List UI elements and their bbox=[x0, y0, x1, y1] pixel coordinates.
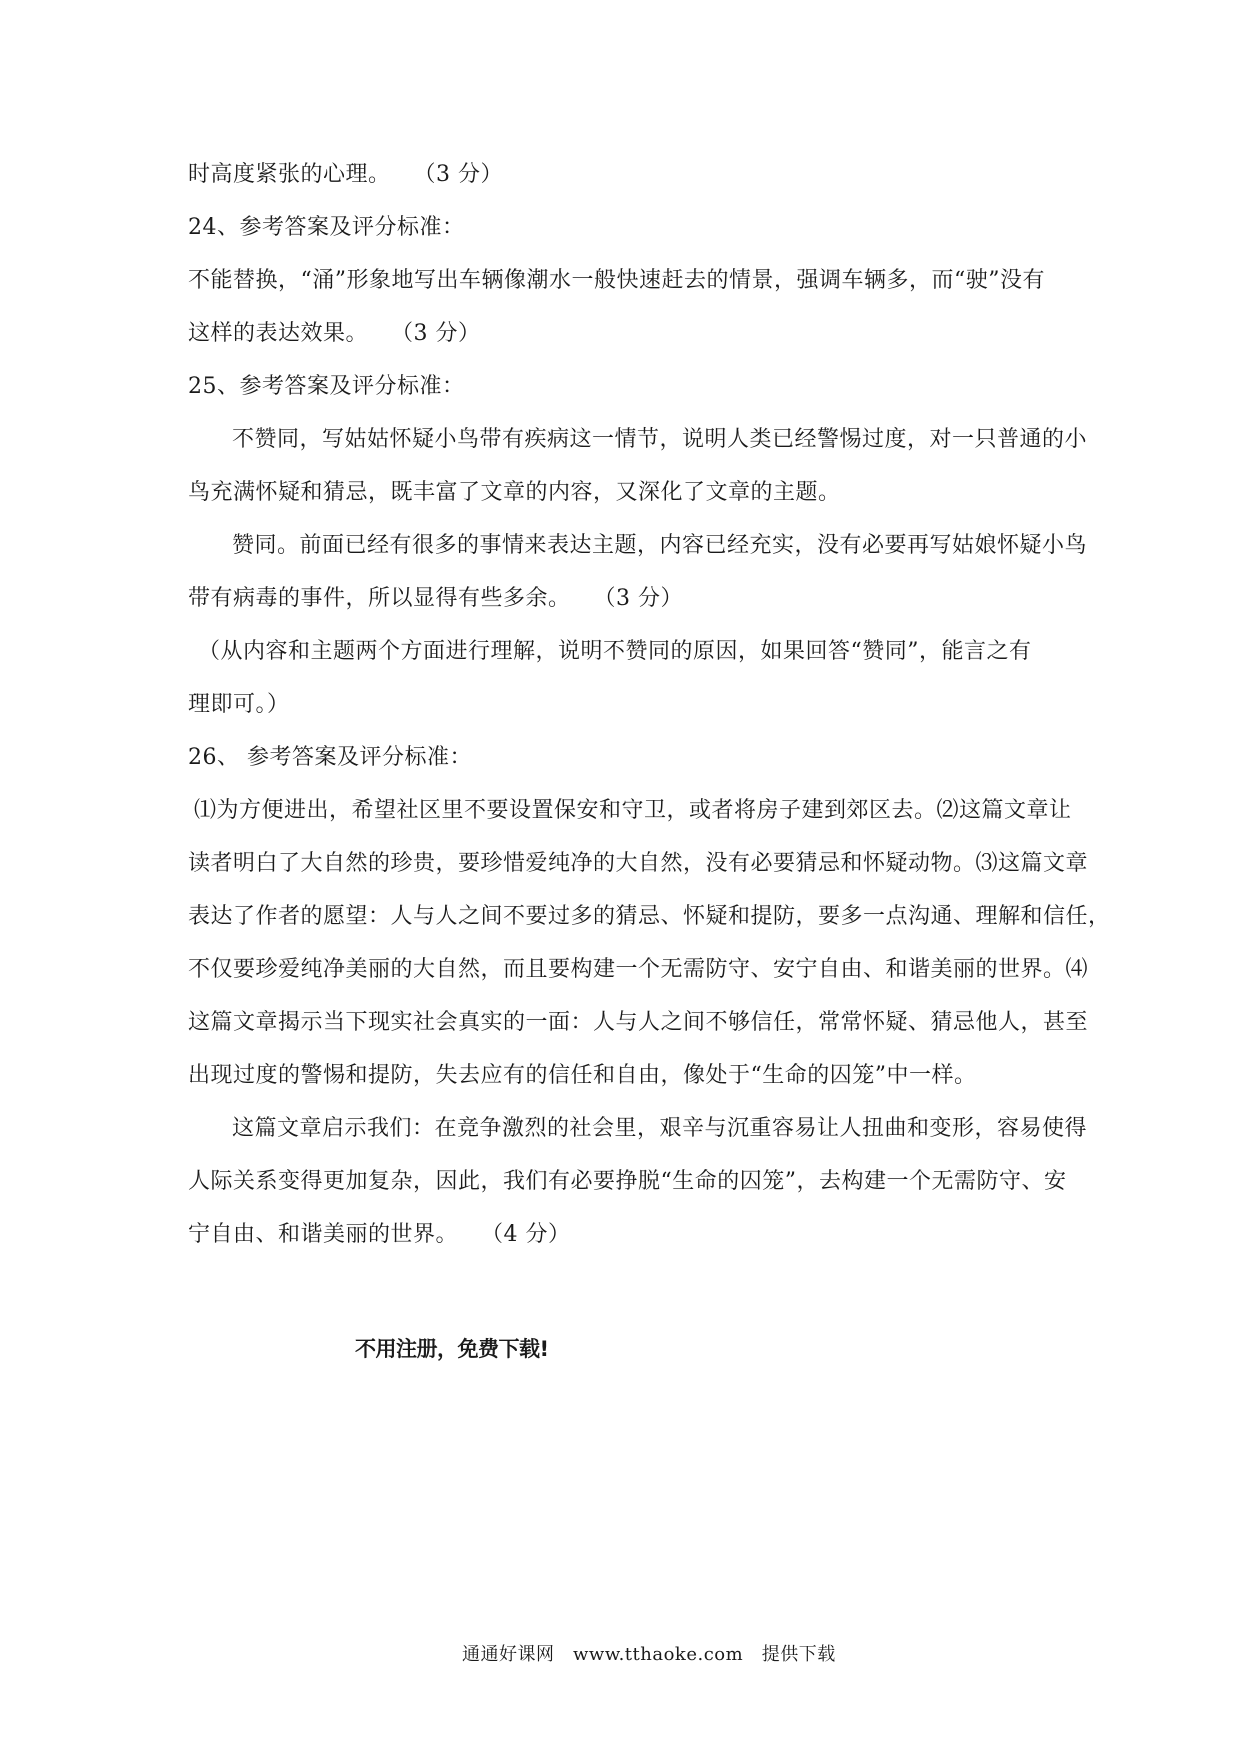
answer-26-text-9: 宁自由、和谐美丽的世界。 （4 分） bbox=[188, 1222, 571, 1247]
answer-25-agree-1: 赞同。前面已经有很多的事情来表达主题，内容已经充实，没有必要再写姑娘怀疑小鸟 bbox=[232, 533, 1088, 558]
page-footer: 通通好课网 www.tthaoke.com 提供下载 bbox=[462, 1644, 836, 1665]
answer-25-note-1: （从内容和主题两个方面进行理解，说明不赞同的原因，如果回答“赞同”，能言之有 bbox=[198, 639, 1032, 664]
answer-26-text-4: 不仅要珍爱纯净美丽的大自然，而且要构建一个无需防守、安宁自由、和谐美丽的世界。⑷ bbox=[188, 957, 1089, 982]
answer-26-text-7: 这篇文章启示我们：在竞争激烈的社会里，艰辛与沉重容易让人扭曲和变形，容易使得 bbox=[232, 1116, 1088, 1141]
answer-25-agree-2: 带有病毒的事件，所以显得有些多余。 （3 分） bbox=[188, 586, 683, 611]
answer-23-tail: 时高度紧张的心理。 （3 分） bbox=[188, 162, 503, 187]
answer-26-text-3: 表达了作者的愿望：人与人之间不要过多的猜忌、怀疑和提防，要多一点沟通、理解和信任， bbox=[188, 904, 1111, 929]
answer-26-heading: 26、 参考答案及评分标准： bbox=[188, 745, 472, 770]
answer-24-heading: 24、参考答案及评分标准： bbox=[188, 215, 465, 240]
answer-24-text-1: 不能替换，“涌”形象地写出车辆像潮水一般快速赶去的情景，强调车辆多，而“驶”没有 bbox=[188, 268, 1045, 293]
answer-26-text-5: 这篇文章揭示当下现实社会真实的一面：人与人之间不够信任，常常怀疑、猜忌他人，甚至 bbox=[188, 1010, 1089, 1035]
answer-26-text-2: 读者明白了大自然的珍贵，要珍惜爱纯净的大自然，没有必要猜忌和怀疑动物。⑶这篇文章 bbox=[188, 851, 1089, 876]
answer-25-heading: 25、参考答案及评分标准： bbox=[188, 374, 465, 399]
free-download-notice: 不用注册，免费下载! bbox=[355, 1337, 549, 1361]
answer-25-note-2: 理即可。） bbox=[188, 692, 290, 717]
answer-26-text-8: 人际关系变得更加复杂，因此，我们有必要挣脱“生命的囚笼”，去构建一个无需防守、安 bbox=[188, 1169, 1067, 1194]
answer-25-disagree-1: 不赞同，写姑姑怀疑小鸟带有疾病这一情节，说明人类已经警惕过度，对一只普通的小 bbox=[232, 427, 1088, 452]
answer-24-text-2: 这样的表达效果。 （3 分） bbox=[188, 321, 481, 346]
answer-26-text-6: 出现过度的警惕和提防，失去应有的信任和自由，像处于“生命的囚笼”中一样。 bbox=[188, 1063, 977, 1088]
answer-25-disagree-2: 鸟充满怀疑和猜忌，既丰富了文章的内容，又深化了文章的主题。 bbox=[188, 480, 841, 505]
answer-26-text-1: ⑴为方便进出，希望社区里不要设置保安和守卫，或者将房子建到郊区去。⑵这篇文章让 bbox=[194, 798, 1072, 823]
